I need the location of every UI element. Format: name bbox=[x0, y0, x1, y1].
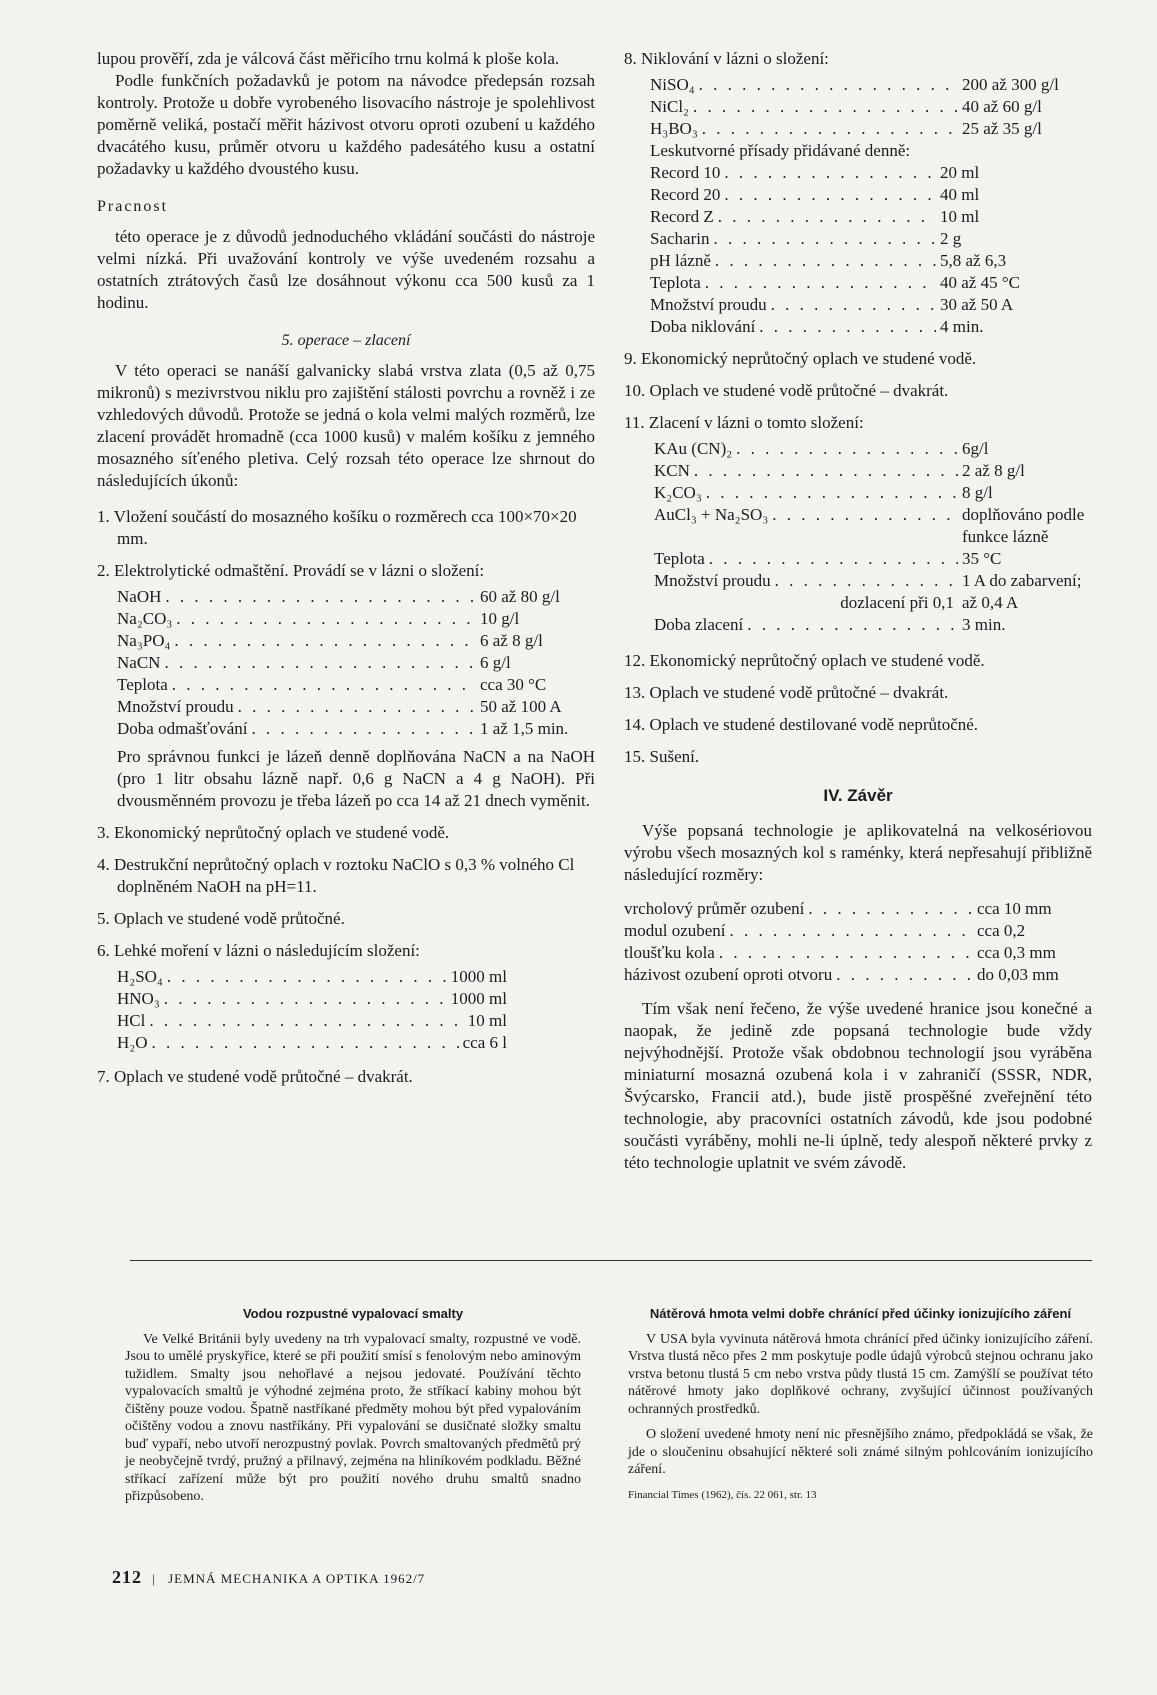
table-cell-label: Teplota bbox=[654, 549, 705, 568]
table-cell-value: 1000 ml bbox=[450, 967, 507, 986]
table-cell-label: H₂SO₄ bbox=[117, 967, 163, 986]
table-cell-value: cca 0,3 mm bbox=[977, 943, 1056, 962]
leader-dots bbox=[176, 608, 476, 630]
table-cell-value: 2 g bbox=[940, 229, 962, 248]
table-cell-value: cca 10 mm bbox=[977, 899, 1052, 918]
dimension-table bbox=[624, 898, 1092, 986]
table-cell-label: Množství proudu bbox=[650, 295, 767, 314]
leader-dots bbox=[149, 1010, 463, 1032]
table-cell-value: 40 až 60 g/l bbox=[962, 97, 1042, 116]
page-footer bbox=[112, 1567, 425, 1588]
leader-dots bbox=[151, 1032, 458, 1054]
table-cell-label: KCN bbox=[654, 461, 690, 480]
section-heading: 5. operace – zlacení bbox=[281, 332, 411, 349]
list-item: 1. Vložení součástí do mosazného košíku o rozměrech cca 100×70×20 mm. bbox=[97, 507, 577, 548]
table-row bbox=[117, 718, 595, 740]
composition-table bbox=[650, 162, 1070, 338]
table-cell-label: Na₂CO₃ bbox=[117, 609, 173, 628]
source-citation: Financial Times (1962), čís. 22 061, str. 13 bbox=[628, 1488, 817, 1501]
table-row bbox=[650, 184, 1070, 206]
leader-dots bbox=[747, 614, 958, 636]
table-row bbox=[650, 96, 1092, 118]
leader-dots bbox=[706, 482, 958, 504]
table-cell-label: KAu (CN)₂ bbox=[654, 439, 733, 458]
list-item: 6. Lehké moření v lázni o následujícím složení: bbox=[97, 941, 420, 960]
table-cell-label: Množství proudu bbox=[117, 697, 234, 716]
paragraph: Podle funkčních požadavků je potom na návodce předepsán rozsah kontroly. Protože u dobře vyrobeného lisovacího nástroje je spolehlivost poměrně veliká, postačí měřit házivost otvoru oproti ozubení u každého dvacátého kusu, průměr otvoru u každého padesátého kusu a ostatní požadavky u každého dvoustého kusu. bbox=[97, 71, 595, 178]
table-row bbox=[650, 250, 1070, 272]
table-cell-label: Doba zlacení bbox=[654, 615, 744, 634]
table-row bbox=[654, 438, 1092, 460]
composition-table bbox=[650, 74, 1092, 140]
table-row bbox=[654, 614, 1092, 636]
table-note: Leskutvorné přísady přidávané denně: bbox=[650, 141, 911, 160]
table-row bbox=[650, 316, 1070, 338]
leader-dots bbox=[252, 718, 477, 740]
table-row bbox=[117, 674, 595, 696]
news-box bbox=[628, 1305, 1093, 1504]
footer-separator: | bbox=[152, 1571, 156, 1586]
table-cell-value: doplňováno podle bbox=[962, 505, 1085, 524]
table-cell-value: až 0,4 A bbox=[962, 593, 1019, 612]
right-column bbox=[624, 48, 1092, 1174]
table-cell-value: funkce lázně bbox=[962, 527, 1049, 546]
table-cell-value: 8 g/l bbox=[962, 483, 993, 502]
table-row bbox=[624, 920, 1092, 942]
leader-dots bbox=[771, 294, 936, 316]
paragraph: V této operaci se nanáší galvanicky slabá vrstva zlata (0,5 až 0,75 mikronů) s mezivrstvou niklu pro zajištění stálosti povrchu a rovněž i ze vzhledových důvodů. Protože se jedná o kola velmi malých rozměrů, lze zlacení provádět hromadně (cca 1000 kusů) v malém košíku z jemného mosazného síťeného pletiva. Celý rozsah této operace lze shrnout do následujících úkonů: bbox=[97, 361, 595, 490]
composition-table bbox=[654, 548, 1092, 592]
list-item: 14. Oplach ve studené destilované vodě neprůtočné. bbox=[624, 715, 979, 734]
paragraph: Pro správnou funkci je lázeň denně doplňována NaCN a na NaOH (pro 1 litr obsahu lázně např. 0,6 g NaCN a 4 g NaOH). Při dvousměnném provozu je třeba lázeň po cca 14 až 21 dnech vyměnit. bbox=[117, 747, 595, 810]
journal-name: JEMNÁ MECHANIKA A OPTIKA 1962/7 bbox=[168, 1571, 426, 1586]
table-cell-label: NiSO₄ bbox=[650, 75, 695, 94]
table-cell-value: 3 min. bbox=[962, 615, 1006, 634]
leader-dots bbox=[759, 316, 936, 338]
table-row bbox=[654, 548, 1092, 570]
section-heading: Pracnost bbox=[97, 198, 169, 215]
leader-dots bbox=[736, 438, 958, 460]
table-cell-value: cca 0,2 bbox=[977, 921, 1026, 940]
table-row bbox=[624, 964, 1092, 986]
table-row bbox=[650, 272, 1070, 294]
table-cell-label: K₂CO₃ bbox=[654, 483, 702, 502]
list-item: 5. Oplach ve studené vodě průtočné. bbox=[97, 909, 345, 928]
table-row bbox=[117, 586, 595, 608]
table-row bbox=[654, 504, 1092, 526]
table-cell-label: pH lázně bbox=[650, 251, 711, 270]
table-cell-value: 6 g/l bbox=[480, 653, 511, 672]
leader-dots bbox=[174, 630, 476, 652]
list-item: 15. Sušení. bbox=[624, 747, 700, 766]
list-item: 7. Oplach ve studené vodě průtočné – dvakrát. bbox=[97, 1067, 413, 1086]
table-cell-label: dozlacení při 0,1 bbox=[840, 593, 954, 612]
composition-table bbox=[117, 966, 507, 1054]
table-cell-label: Teplota bbox=[117, 675, 168, 694]
leader-dots bbox=[238, 696, 476, 718]
leader-dots bbox=[730, 920, 973, 942]
leader-dots bbox=[718, 206, 936, 228]
table-cell-label: Doba niklování bbox=[650, 317, 756, 336]
leader-dots bbox=[775, 570, 958, 592]
table-cell-label: Teplota bbox=[650, 273, 701, 292]
table-row bbox=[117, 630, 595, 652]
table-cell-label: H₃BO₃ bbox=[650, 119, 698, 138]
table-row bbox=[654, 570, 1092, 592]
list-item: 10. Oplach ve studené vodě průtočné – dvakrát. bbox=[624, 381, 949, 400]
leader-dots bbox=[709, 548, 958, 570]
leader-dots bbox=[164, 652, 476, 674]
table-cell-label: vrcholový průměr ozubení bbox=[624, 899, 805, 918]
list-item: 2. Elektrolytické odmaštění. Provádí se v lázni o složení: bbox=[97, 561, 485, 580]
table-cell-label: AuCl₃ + Na₂SO₃ bbox=[654, 505, 769, 524]
table-cell-value: 20 ml bbox=[940, 163, 980, 182]
table-cell-value: 1000 ml bbox=[450, 989, 507, 1008]
leader-dots bbox=[724, 184, 936, 206]
composition-table bbox=[654, 438, 1092, 526]
table-cell-value: 200 až 300 g/l bbox=[962, 75, 1059, 94]
table-cell-label: NaCN bbox=[117, 653, 161, 672]
table-cell-value: 50 až 100 A bbox=[480, 697, 562, 716]
table-cell-value: 6g/l bbox=[962, 439, 989, 458]
leader-dots bbox=[694, 460, 958, 482]
box-title: Vodou rozpustné vypalovací smalty bbox=[242, 1306, 464, 1321]
table-row bbox=[650, 162, 1070, 184]
news-box bbox=[125, 1305, 581, 1506]
table-row bbox=[117, 988, 507, 1010]
table-cell-label: Množství proudu bbox=[654, 571, 771, 590]
table-row bbox=[654, 526, 1092, 548]
table-row bbox=[650, 228, 1070, 250]
section-heading: IV. Závěr bbox=[823, 786, 893, 805]
table-row bbox=[650, 206, 1070, 228]
table-cell-value: 60 až 80 g/l bbox=[480, 587, 560, 606]
leader-dots bbox=[808, 898, 973, 920]
table-row bbox=[117, 966, 507, 988]
leader-dots bbox=[165, 586, 476, 608]
composition-table bbox=[117, 586, 595, 740]
table-cell-value: 10 ml bbox=[940, 207, 980, 226]
leader-dots bbox=[167, 966, 447, 988]
box-text: O složení uvedené hmoty není nic přesnějšího známo, předpokládá se však, že jde o sloučeninu obsahující některé soli známé silným pohlcováním ionizujícího záření. bbox=[628, 1427, 1093, 1477]
leader-dots bbox=[713, 228, 936, 250]
leader-dots bbox=[715, 250, 936, 272]
composition-table bbox=[654, 614, 1092, 636]
table-cell-label: Record 10 bbox=[650, 163, 721, 182]
table-cell-value: 35 °C bbox=[962, 549, 1002, 568]
leader-dots bbox=[699, 74, 958, 96]
box-text: Ve Velké Británii byly uvedeny na trh vypalovací smalty, rozpustné ve vodě. Jsou to umělé pryskyřice, které se při použití smísí s fenolovým nebo aminovým tužidlem. Smalty jsou nehořlavé a nejsou jedovaté. Používání těchto vypalovacích smaltů je výhodné zejména proto, že stříkací kabiny mohou být čištěny pouze vodou. Špatně nastříkané předměty mohou být před vypalováním očištěny vodou a znovu nastříkány. Při vypalování se dusičnaté složky smaltu buď vypaří, nebo utvoří nerozpustný povlak. Povrch smaltovaných předmětů prý je neobyčejně tvrdý, pružný a přilnavý, zejména na hliníkovém podkladu. Běžné stříkací zařízení může být pro použití nového druhu smaltů snadno přizpůsobeno. bbox=[125, 1331, 581, 1504]
table-cell-value: 10 g/l bbox=[480, 609, 520, 628]
leader-dots bbox=[693, 96, 958, 118]
table-cell-value: do 0,03 mm bbox=[977, 965, 1059, 984]
paragraph: lupou prověří, zda je válcová část měřicího trnu kolmá k ploše kola. bbox=[97, 49, 560, 68]
table-cell-value: 6 až 8 g/l bbox=[480, 631, 543, 650]
paragraph: Tím však není řečeno, že výše uvedené hranice jsou konečné a naopak, že jedině zde popsaná technologie bude vždy nejvýhodnější. Protože však obdobnou technologií jsou vyráběna miniaturní mosazná ozubená kola i v zahraničí (SSSR, NDR, Švýcarsko, Francii atd.), bude jistě prospěšné zveřejnění této technologie, aby pracovníci ostatních závodů, kde jsou podobné součásti vyráběny, mohli ne-li úplně, tedy alespoň některé prvky z této technologie uplatnit ve svém závodě. bbox=[624, 999, 1092, 1172]
table-cell-label: HNO₃ bbox=[117, 989, 160, 1008]
table-cell-value: 1 A do zabarvení; bbox=[962, 571, 1082, 590]
leader-dots bbox=[724, 162, 936, 184]
table-cell-label: tloušťku kola bbox=[624, 943, 715, 962]
table-cell-label: házivost ozubení oproti otvoru bbox=[624, 965, 833, 984]
table-row bbox=[654, 592, 1092, 614]
table-cell-value: 2 až 8 g/l bbox=[962, 461, 1025, 480]
list-item: 13. Oplach ve studené vodě průtočné – dvakrát. bbox=[624, 683, 949, 702]
list-item: 11. Zlacení v lázni o tomto složení: bbox=[624, 413, 864, 432]
table-row bbox=[650, 294, 1070, 316]
table-row bbox=[624, 898, 1092, 920]
table-row bbox=[117, 696, 595, 718]
table-row bbox=[654, 482, 1092, 504]
left-column bbox=[97, 48, 595, 1088]
table-row bbox=[654, 460, 1092, 482]
table-cell-value: 4 min. bbox=[940, 317, 984, 336]
table-row bbox=[117, 652, 595, 674]
leader-dots bbox=[164, 988, 447, 1010]
page-number: 212 bbox=[112, 1567, 142, 1587]
table-cell-value: 1 až 1,5 min. bbox=[480, 719, 569, 738]
table-cell-label: NiCl₂ bbox=[650, 97, 689, 116]
leader-dots bbox=[702, 118, 958, 140]
list-item: 8. Niklování v lázni o složení: bbox=[624, 49, 829, 68]
table-cell-value: 30 až 50 A bbox=[940, 295, 1014, 314]
divider bbox=[130, 1260, 1092, 1261]
table-row bbox=[624, 942, 1092, 964]
table-cell-value: 25 až 35 g/l bbox=[962, 119, 1042, 138]
table-cell-label: H₂O bbox=[117, 1033, 148, 1052]
table-cell-value: 5,8 až 6,3 bbox=[940, 251, 1007, 270]
table-cell-label: HCl bbox=[117, 1011, 146, 1030]
table-cell-label: NaOH bbox=[117, 587, 162, 606]
table-cell-label: Doba odmašťování bbox=[117, 719, 248, 738]
table-cell-value: cca 30 °C bbox=[480, 675, 547, 694]
list-item: 12. Ekonomický neprůtočný oplach ve studené vodě. bbox=[624, 651, 985, 670]
table-row bbox=[117, 1010, 507, 1032]
table-cell-label: Record 20 bbox=[650, 185, 721, 204]
table-cell-value: 10 ml bbox=[467, 1011, 507, 1030]
table-row bbox=[117, 608, 595, 630]
table-cell-value: 40 ml bbox=[940, 185, 980, 204]
leader-dots bbox=[772, 504, 958, 526]
box-title: Nátěrová hmota velmi dobře chránící před účinky ionizujícího záření bbox=[649, 1306, 1072, 1321]
box-text: V USA byla vyvinuta nátěrová hmota chránící před účinky ionizujícího záření. Vrstva tlustá něco přes 2 mm poskytuje podle údajů výrobců stejnou ochranu jako vrstva betonu tlustá 5 cm nebo vrstva půdy tlustá 15 cm. Zamýšlí se používat této nátěrové hmoty jako doplňkové ochrany, zvyšující účinnost používaných ochranných prostředků. bbox=[628, 1331, 1093, 1417]
paragraph: Výše popsaná technologie je aplikovatelná na velkosériovou výrobu všech mosazných kol s raménky, která nepřesahují přibližně následující rozměry: bbox=[624, 821, 1092, 884]
list-item: 4. Destrukční neprůtočný oplach v roztoku NaClO s 0,3 % volného Cl doplněném NaOH na pH=11. bbox=[97, 855, 575, 896]
paragraph: této operace je z důvodů jednoduchého vkládání součásti do nástroje velmi nízká. Při uvažování kontroly ve výše uvedeném rozsahu a ostatních ztrátových časů lze dosáhnout výkonu cca 500 kusů za 1 hodinu. bbox=[97, 227, 595, 312]
table-row bbox=[650, 118, 1092, 140]
table-row bbox=[117, 1032, 507, 1054]
table-cell-label: Record Z bbox=[650, 207, 714, 226]
table-cell-value: 40 až 45 °C bbox=[940, 273, 1020, 292]
table-cell-label: Sacharin bbox=[650, 229, 710, 248]
table-cell-label: Na₃PO₄ bbox=[117, 631, 171, 650]
table-row bbox=[650, 74, 1092, 96]
table-cell-label: modul ozubení bbox=[624, 921, 726, 940]
leader-dots bbox=[705, 272, 936, 294]
list-item: 9. Ekonomický neprůtočný oplach ve studené vodě. bbox=[624, 349, 977, 368]
leader-dots bbox=[836, 964, 973, 986]
list-item: 3. Ekonomický neprůtočný oplach ve studené vodě. bbox=[97, 823, 450, 842]
table-cell-value: cca 6 l bbox=[462, 1033, 507, 1052]
leader-dots bbox=[172, 674, 476, 696]
leader-dots bbox=[719, 942, 973, 964]
